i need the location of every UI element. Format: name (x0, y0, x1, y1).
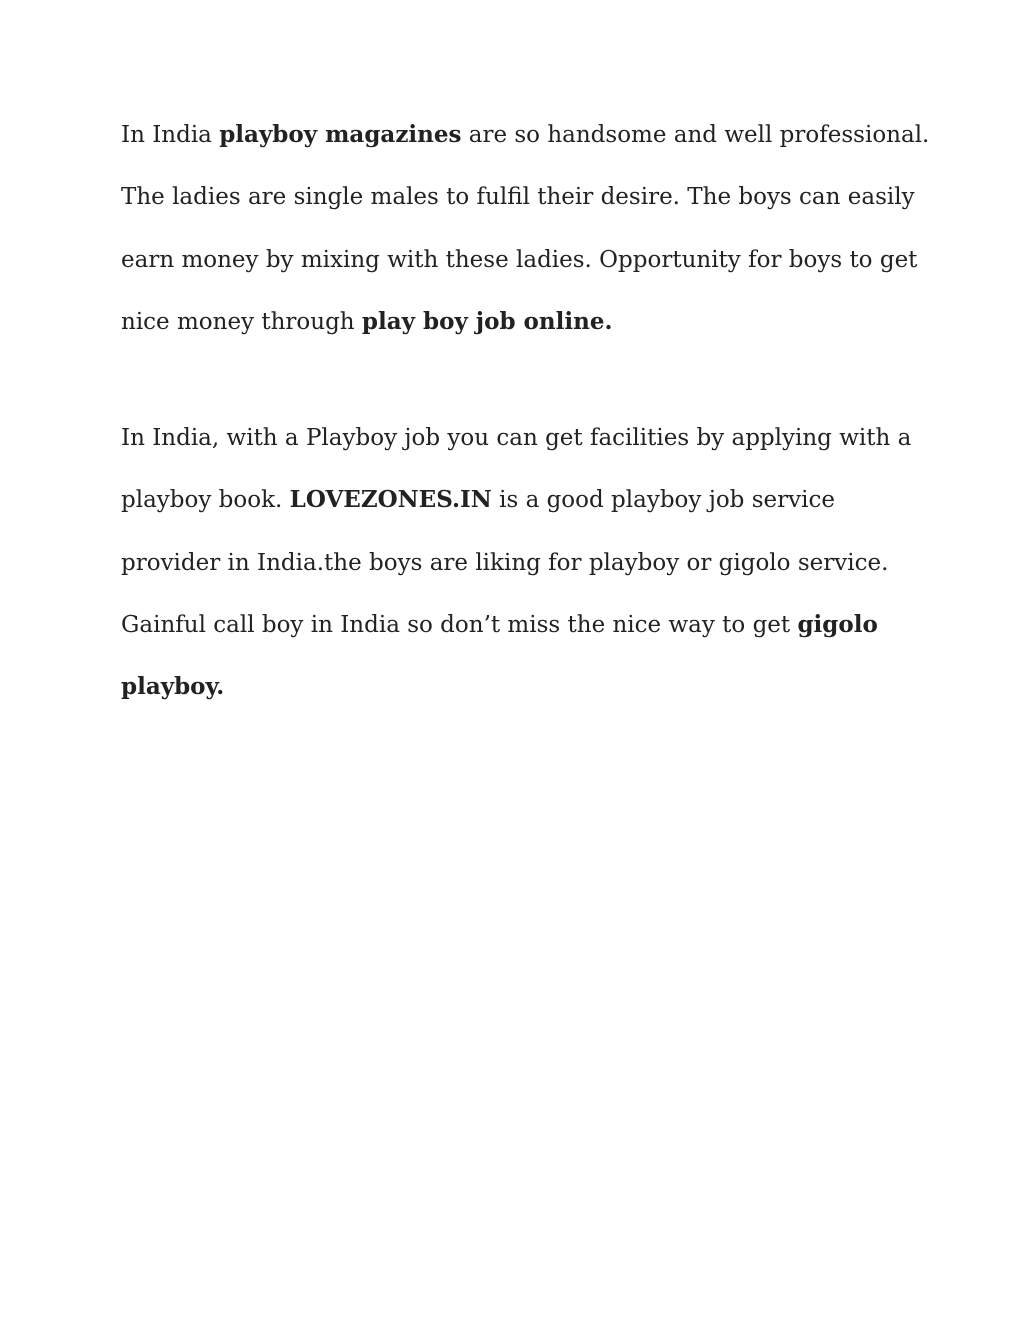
bold-text-run: gigolo (797, 611, 878, 639)
paragraph-1-line-2 (121, 166, 921, 228)
text-run: playboy book. (121, 487, 290, 514)
text-run: provider in India.the boys are liking for playboy or gigolo service. (121, 549, 889, 576)
bold-text-run: playboy. (121, 673, 225, 701)
text-run: is a good playboy job service (491, 487, 835, 514)
text-run: earn money by mixing with these ladies. Opportunity for boys to get (121, 246, 918, 273)
text-run: nice money through (121, 308, 362, 335)
paragraph-2-line-2 (121, 469, 921, 531)
paragraph-2-line-5 (121, 656, 921, 718)
text-run: are so handsome and well professional. (461, 122, 930, 148)
paragraph-1-line-1 (121, 104, 930, 166)
bold-text-run: LOVEZONES.IN (289, 486, 492, 514)
text-run: In India, with a Playboy job you can get facilities by applying with a (121, 425, 912, 452)
paragraph-1-line-3 (121, 229, 921, 291)
text-run: Gainful call boy in India so don’t miss the nice way to get (121, 612, 798, 639)
paragraph-2-line-4 (121, 594, 921, 656)
bold-text-run: playboy magazines (219, 121, 462, 148)
paragraph-1-line-4 (121, 291, 921, 353)
paragraph-1 (121, 104, 930, 353)
paragraph-2-line-1 (121, 407, 921, 469)
text-run: In India (121, 122, 220, 148)
bold-text-run: play boy job online. (361, 307, 613, 335)
document-body (121, 104, 930, 773)
paragraph-2 (121, 407, 921, 718)
paragraph-2-line-3 (121, 532, 921, 594)
text-run: The ladies are single males to fulfil their desire. The boys can easily (121, 184, 915, 211)
